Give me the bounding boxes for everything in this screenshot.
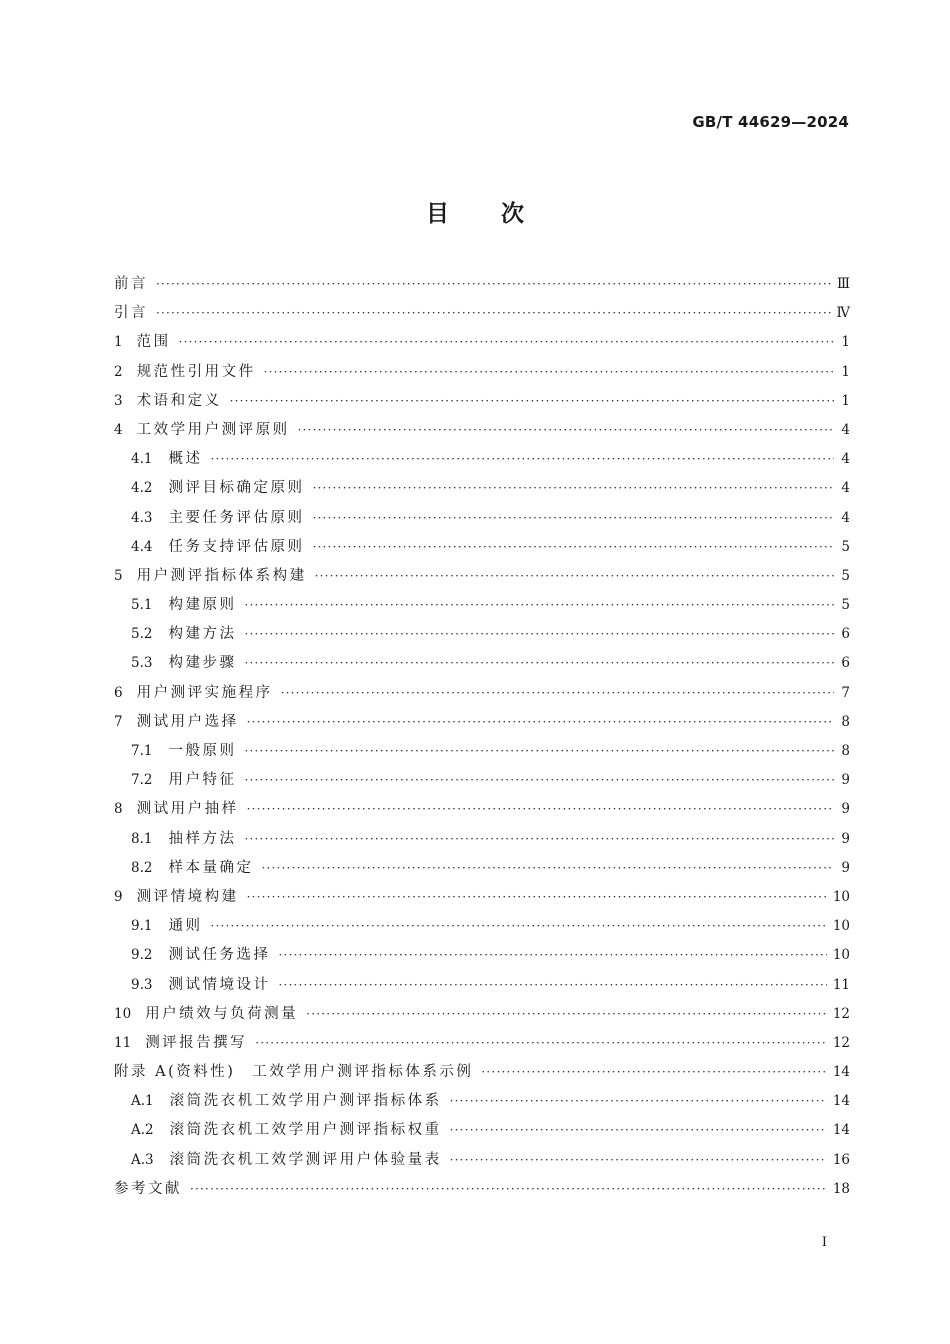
toc-entry[interactable] [114, 1146, 850, 1175]
toc-entry-number: 9 [114, 888, 123, 905]
dot-leader [247, 708, 834, 737]
toc-entry-title: 测试任务选择 [168, 947, 271, 964]
toc-entry[interactable] [114, 708, 850, 737]
toc-entry-title: 测试用户选择 [136, 713, 239, 730]
dot-leader [247, 795, 834, 824]
dot-leader [244, 825, 834, 854]
toc-entry-title: 测评报告撰写 [145, 1034, 248, 1051]
toc-entry-title: 范围 [136, 334, 171, 351]
toc-entry[interactable] [114, 825, 850, 854]
toc-entry-page: 4 [841, 451, 850, 468]
toc-entry-title: 用户绩效与负荷测量 [145, 1005, 299, 1022]
toc-entry-page: 1 [841, 392, 850, 409]
toc-entry-page: 18 [832, 1180, 850, 1197]
toc-entry[interactable] [114, 328, 850, 357]
toc-entry-title: 构建步骤 [168, 655, 237, 672]
toc-entry-title: 滚筒洗衣机工效学用户测评指标体系 [169, 1093, 442, 1110]
toc-entry[interactable] [114, 854, 850, 883]
toc-entry-number: 4.1 [131, 451, 153, 468]
toc-entry[interactable] [114, 299, 850, 328]
toc-entry-number: A.2 [131, 1122, 154, 1139]
toc-entry-number: 8 [114, 801, 123, 818]
dot-leader [312, 504, 834, 533]
dot-leader [244, 620, 834, 649]
toc-entry-page: 5 [841, 597, 850, 614]
toc-entry-page: 7 [841, 684, 850, 701]
toc-entry[interactable] [114, 912, 850, 941]
toc-entry-title: 用户特征 [168, 772, 237, 789]
toc-entry-title: 测试情境设计 [168, 976, 271, 993]
toc-entry-title: 规范性引用文件 [136, 363, 256, 380]
toc-entry-number: A.3 [131, 1151, 154, 1168]
dot-leader [450, 1146, 827, 1175]
toc-entry-page: 4 [841, 480, 850, 497]
toc-entry[interactable] [114, 1000, 850, 1029]
toc-entry-title: 滚筒洗衣机工效学用户测评指标权重 [169, 1122, 442, 1139]
toc-entry-title: 任务支持评估原则 [168, 538, 305, 555]
toc-entry-number: 11 [114, 1034, 132, 1051]
toc-entry[interactable] [114, 1175, 850, 1204]
toc-entry-title: 用户测评实施程序 [136, 684, 273, 701]
toc-entry-page: 14 [832, 1093, 850, 1110]
toc-entry-page: 14 [832, 1064, 850, 1081]
dot-leader [179, 328, 834, 357]
toc-entry[interactable] [114, 387, 850, 416]
toc-entry[interactable] [114, 620, 850, 649]
toc-entry[interactable] [114, 1029, 850, 1058]
toc-entry[interactable] [114, 941, 850, 970]
toc-entry-number: 5.3 [131, 655, 153, 672]
toc-entry-page: 9 [841, 772, 850, 789]
toc-entry-number: 4 [114, 421, 123, 438]
dot-leader [244, 649, 834, 678]
toc-entry-title: 引言 [114, 305, 148, 322]
toc-entry-title: 测评目标确定原则 [168, 480, 305, 497]
toc-entry[interactable] [114, 883, 850, 912]
toc-entry-number: 4.4 [131, 538, 153, 555]
toc-entry-title: 构建原则 [168, 597, 237, 614]
toc-entry-title: 测试用户抽样 [136, 801, 239, 818]
toc-entry-number: A.1 [131, 1093, 154, 1110]
toc-entry[interactable] [114, 766, 850, 795]
standard-number: GB/T 44629—2024 [692, 113, 849, 131]
toc-entry-page: 14 [832, 1122, 850, 1139]
toc-entry-number: 4.3 [131, 509, 153, 526]
dot-leader [306, 1000, 827, 1029]
dot-leader [190, 1175, 827, 1204]
toc-entry-page: 9 [841, 830, 850, 847]
toc-entry-page: 5 [841, 538, 850, 555]
toc-entry-page: 10 [832, 888, 850, 905]
page-title: 目次 [426, 201, 576, 227]
toc-entry-page: 4 [841, 421, 850, 438]
toc-entry-number: 5 [114, 567, 123, 584]
toc-entry-number: 10 [114, 1005, 132, 1022]
toc-entry-page: 8 [841, 743, 850, 759]
toc-entry[interactable] [114, 737, 850, 766]
dot-leader [312, 474, 834, 503]
toc-entry[interactable] [114, 971, 850, 1000]
toc-entry[interactable] [114, 445, 850, 474]
toc-entry-page: 8 [841, 713, 850, 730]
toc-entry-page: 9 [841, 801, 850, 818]
toc-entry[interactable] [114, 504, 850, 533]
toc-entry-page: 6 [841, 626, 850, 643]
dot-leader [281, 679, 834, 708]
page-number: Ⅰ [821, 1235, 827, 1250]
toc-entry-title: 滚筒洗衣机工效学测评用户体验量表 [169, 1151, 442, 1168]
toc-entry[interactable] [114, 1116, 850, 1145]
toc-entry-number: 8.1 [131, 830, 153, 847]
toc-entry-number: 3 [114, 392, 123, 409]
toc-entry-number: 7 [114, 713, 123, 730]
toc-entry[interactable] [114, 416, 850, 445]
toc-entry-page: 12 [832, 1034, 850, 1051]
toc-entry-title: 一般原则 [168, 743, 237, 759]
toc-entry[interactable] [114, 270, 850, 299]
toc-entry-page: 12 [832, 1005, 850, 1022]
toc-entry[interactable] [114, 562, 850, 591]
toc-entry[interactable] [114, 533, 850, 562]
dot-leader [450, 1087, 827, 1116]
toc-entry-title: 主要任务评估原则 [168, 509, 305, 526]
dot-leader [156, 299, 831, 328]
toc-entry-number: 7.2 [131, 772, 153, 789]
dot-leader [244, 737, 834, 766]
dot-leader [244, 591, 834, 620]
toc-entry-page: 11 [832, 976, 850, 993]
dot-leader [156, 270, 831, 299]
dot-leader [298, 416, 834, 445]
toc-entry-page: 6 [841, 655, 850, 672]
toc-entry-title: 抽样方法 [168, 830, 237, 847]
toc-entry[interactable] [114, 591, 850, 620]
toc-entry[interactable] [114, 679, 850, 708]
toc-entry[interactable] [114, 358, 850, 387]
dot-leader [244, 766, 834, 795]
dot-leader [230, 387, 834, 416]
toc-entry-number: 5.1 [131, 597, 153, 614]
toc-entry-number: 5.2 [131, 626, 153, 643]
toc-entry[interactable] [114, 795, 850, 824]
toc-entry-page: 1 [841, 334, 850, 351]
toc-entry-number: 9.3 [131, 976, 153, 993]
table-of-contents [114, 270, 850, 1204]
toc-entry-page: 10 [832, 918, 850, 935]
toc-entry-number: 4.2 [131, 480, 153, 497]
toc-entry-page: 5 [841, 567, 850, 584]
dot-leader [264, 358, 834, 387]
toc-entry-title: 用户测评指标体系构建 [136, 567, 307, 584]
toc-entry-number: 8.2 [131, 859, 153, 876]
toc-entry-number: 6 [114, 684, 123, 701]
toc-entry[interactable] [114, 1087, 850, 1116]
toc-entry-page: 1 [841, 363, 850, 380]
dot-leader [450, 1116, 827, 1145]
toc-entry-number: 9.1 [131, 918, 153, 935]
toc-entry-title: 参考文献 [114, 1180, 182, 1197]
toc-entry[interactable] [114, 649, 850, 678]
dot-leader [278, 971, 826, 1000]
dot-leader [278, 941, 826, 970]
toc-entry-title: 构建方法 [168, 626, 237, 643]
toc-entry-title: 术语和定义 [136, 392, 222, 409]
toc-entry[interactable] [114, 1058, 850, 1087]
dot-leader [210, 445, 834, 474]
toc-entry-page: 16 [832, 1151, 850, 1168]
dot-leader [312, 533, 834, 562]
dot-leader [315, 562, 834, 591]
toc-entry-number: 2 [114, 363, 123, 380]
toc-entry-page: Ⅲ [836, 276, 850, 292]
toc-entry-page: Ⅳ [836, 305, 850, 322]
dot-leader [247, 883, 827, 912]
toc-entry-title: 附录 A(资料性) 工效学用户测评指标体系示例 [114, 1064, 474, 1081]
toc-entry-number: 7.1 [131, 743, 153, 759]
toc-entry-page: 10 [832, 947, 850, 964]
toc-entry-title: 样本量确定 [168, 859, 254, 876]
toc-entry-title: 测评情境构建 [136, 888, 239, 905]
toc-entry-page: 9 [841, 859, 850, 876]
dot-leader [481, 1058, 826, 1087]
toc-entry-number: 1 [114, 334, 123, 351]
dot-leader [255, 1029, 827, 1058]
toc-entry-title: 通则 [168, 918, 203, 935]
toc-entry-title: 概述 [168, 451, 203, 468]
toc-entry[interactable] [114, 474, 850, 503]
toc-entry-title: 工效学用户测评原则 [136, 421, 290, 438]
toc-entry-page: 4 [841, 509, 850, 526]
toc-entry-number: 9.2 [131, 947, 153, 964]
toc-entry-title: 前言 [114, 276, 148, 292]
dot-leader [261, 854, 834, 883]
dot-leader [210, 912, 826, 941]
